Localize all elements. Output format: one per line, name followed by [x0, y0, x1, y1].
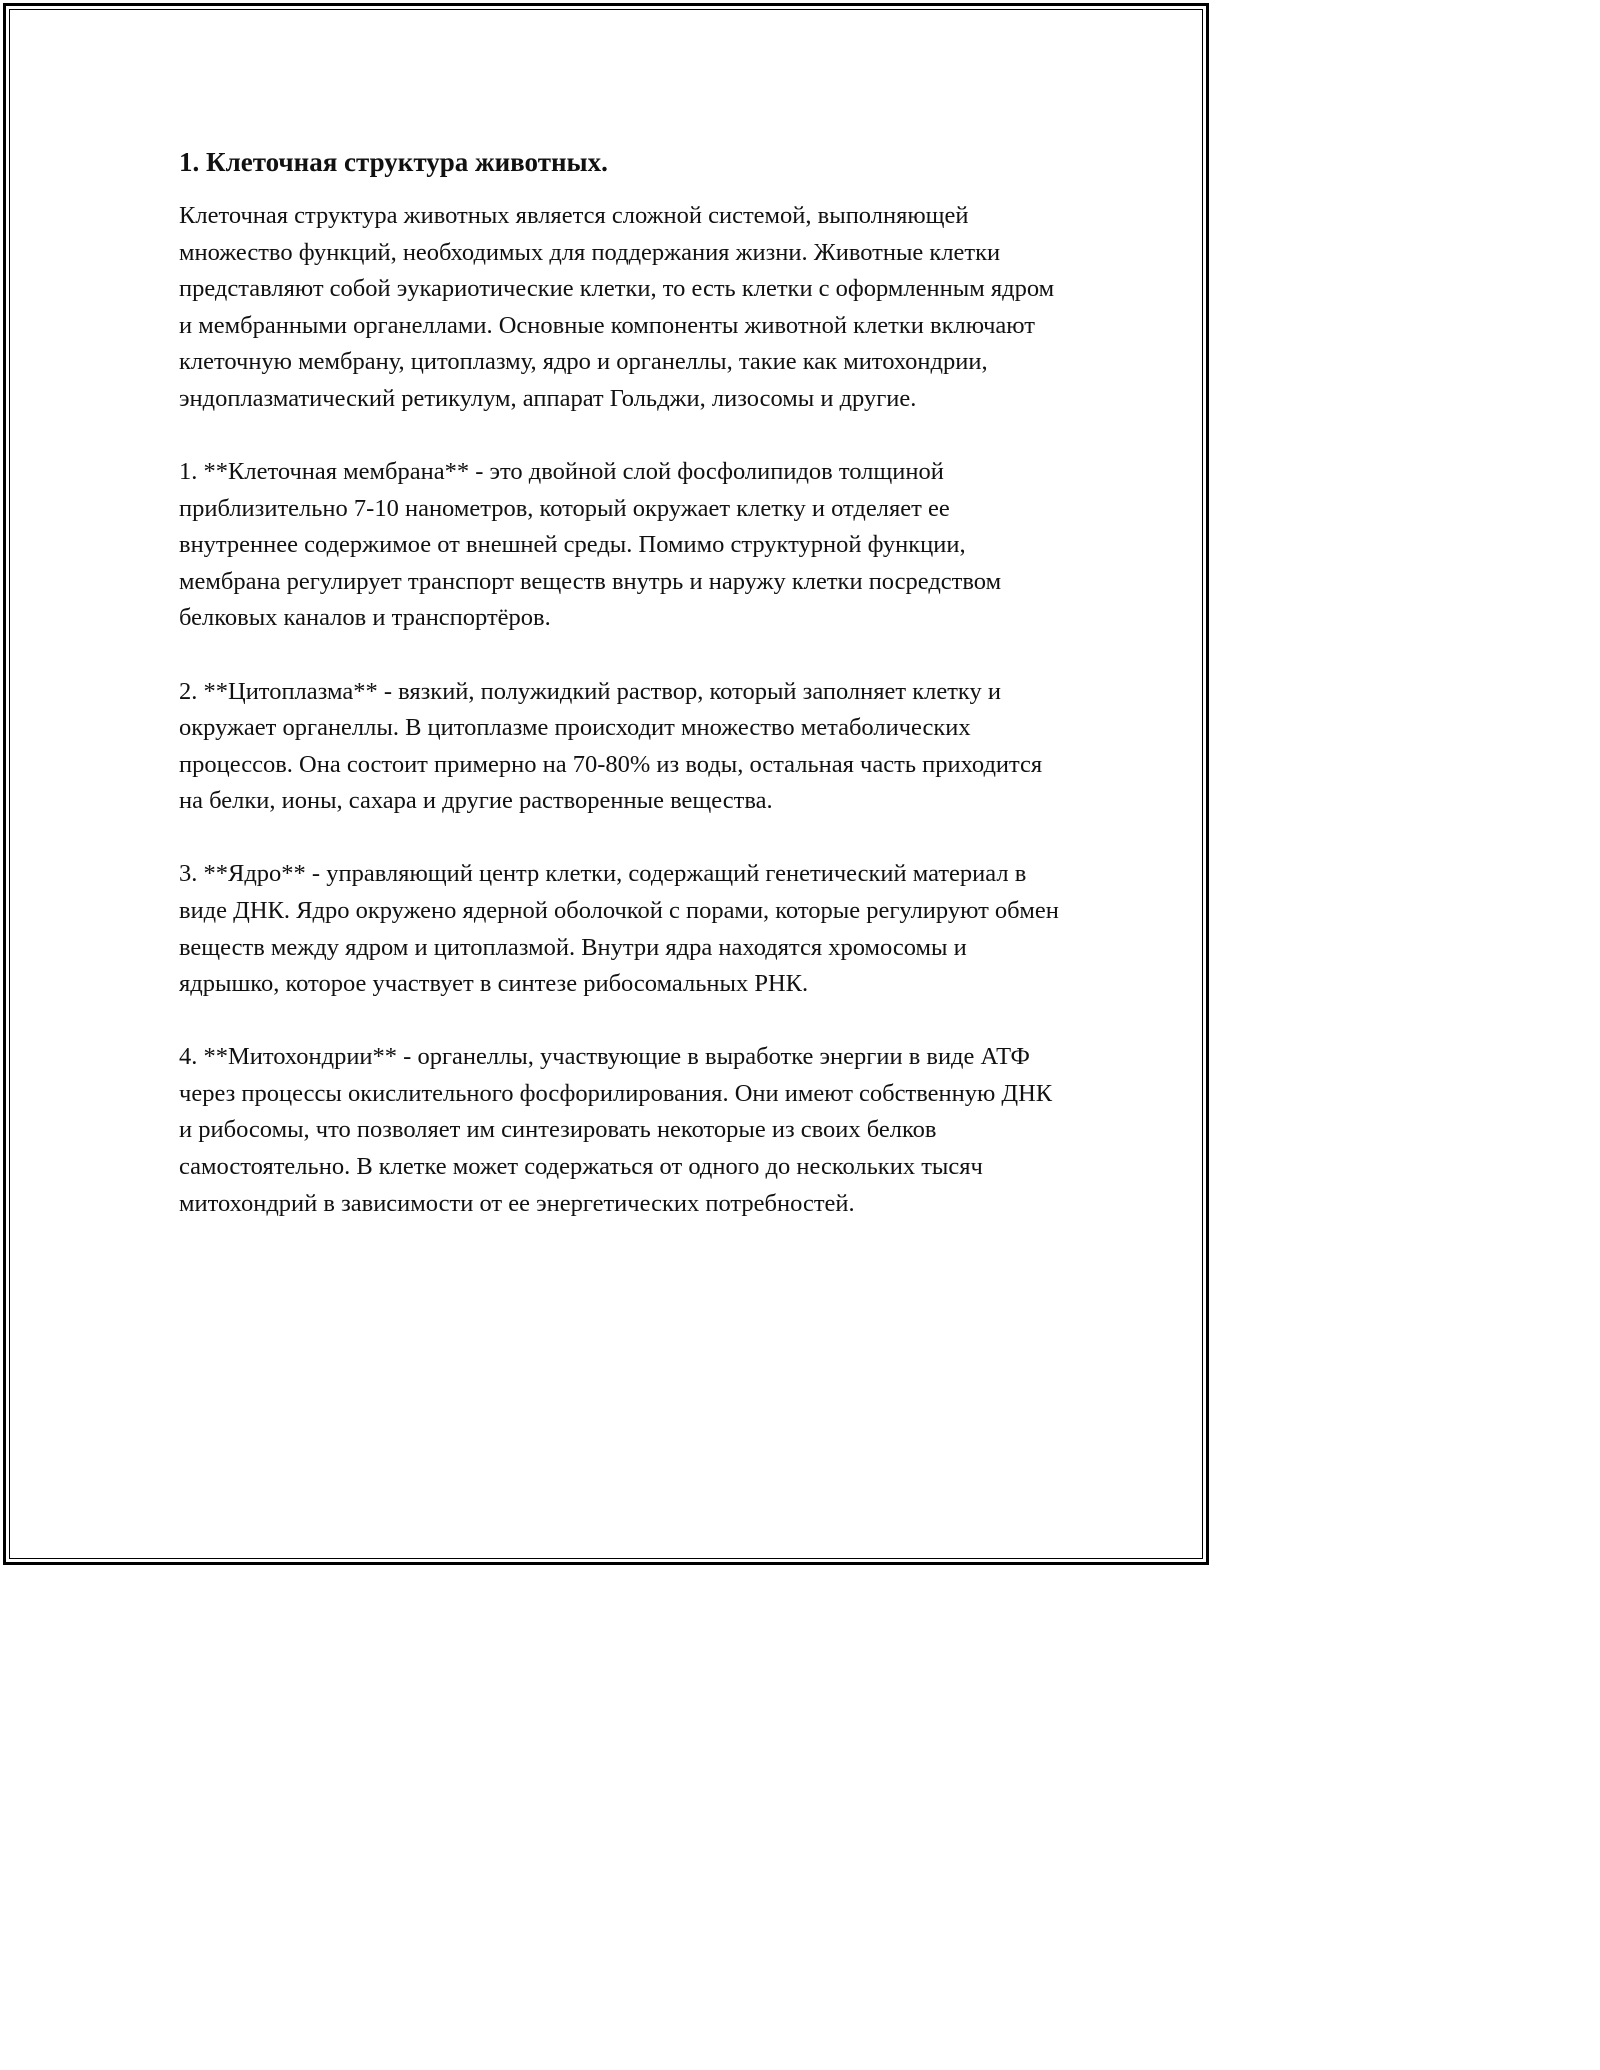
cell-membrane-paragraph: 1. **Клеточная мембрана** - это двойной слой фосфолипидов толщиной приблизительно 7-10 нанометров, который окружает клетку и отделяет ее внутреннее содержимое от внешней среды. Помимо структурной функции, мембрана регулирует транспорт веществ внутрь и наружу клетки посредством белковых каналов и транспортёров.	[179, 458, 1002, 632]
document-body	[179, 138, 1059, 1259]
cytoplasm-paragraph: 2. **Цитоплазма** - вязкий, полужидкий раствор, который заполняет клетку и окружает органеллы. В цитоплазме происходит множество метаболических процессов. Она состоит примерно на 70-80% из воды, остальная часть приходится на белки, ионы, сахара и другие растворенные вещества.	[179, 677, 1043, 815]
mitochondria-paragraph: 4. **Митохондрии** - органеллы, участвующие в выработке энергии в виде АТФ через процессы окислительного фосфорилирования. Они имеют собственную ДНК и рибосомы, что позволяет им синтезировать некоторые из своих белков самостоятельно. В клетке может содержаться от одного до нескольких тысяч митохондрий в зависимости от ее энергетических потребностей.	[179, 1043, 1053, 1217]
section-title: 1. Клеточная структура животных.	[179, 147, 608, 177]
intro-paragraph: Клеточная структура животных является сложной системой, выполняющей множество функций, необходимых для поддержания жизни. Животные клетки представляют собой эукариотические клетки, то есть клетки с оформленным ядром и мембранными органеллами. Основные компоненты животной клетки включают клеточную мембрану, цитоплазму, ядро и органеллы, такие как митохондрии, эндоплазматический ретикулум, аппарат Гольджи, лизосомы и другие.	[179, 202, 1055, 412]
nucleus-paragraph: 3. **Ядро** - управляющий центр клетки, содержащий генетический материал в виде ДНК. Ядро окружено ядерной оболочкой с порами, которые регулируют обмен веществ между ядром и цитоплазмой. Внутри ядра находятся хромосомы и ядрышко, которое участвует в синтезе рибосомальных РНК.	[179, 860, 1059, 998]
